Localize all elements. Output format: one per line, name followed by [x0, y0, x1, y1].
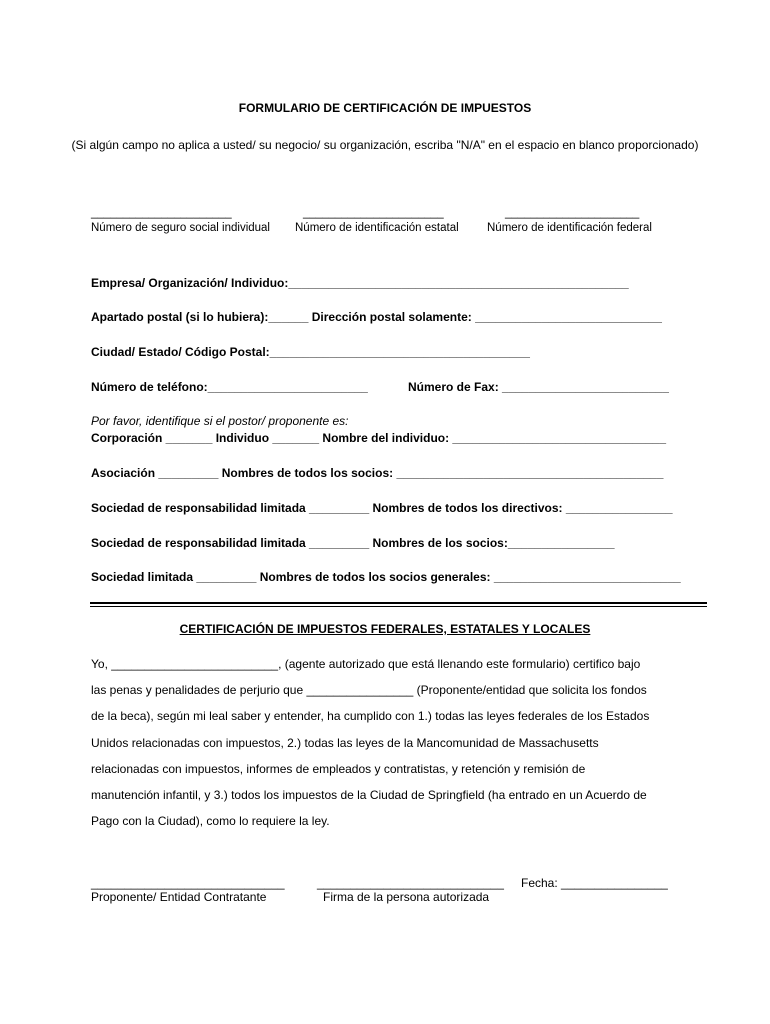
- date-field[interactable]: Fecha: ________________: [521, 876, 668, 890]
- ssn-blank[interactable]: ______________________: [91, 207, 232, 219]
- authorized-signature[interactable]: [317, 876, 504, 904]
- city-state-zip-field[interactable]: Ciudad/ Estado/ Código Postal:_______________________________________: [91, 345, 530, 359]
- po-box-field[interactable]: Apartado postal (si lo hubiera):______ Dirección postal solamente: ____________________________: [91, 310, 662, 324]
- section-divider-thin: [90, 606, 707, 607]
- bidder-signature-label: Proponente/ Entidad Contratante: [91, 890, 267, 904]
- limited-partnership-field[interactable]: Sociedad limitada _________ Nombres de todos los socios generales: ____________________________: [91, 570, 681, 584]
- corporation-field[interactable]: Corporación _______ Individuo _______ Nombre del individuo: ________________________________: [91, 431, 666, 445]
- authorized-signature-label: Firma de la persona autorizada: [323, 890, 490, 904]
- certification-line: manutención infantil, y 3.) todos los impuestos de la Ciudad de Springfield (ha entrado en un Acuerdo de: [91, 787, 647, 802]
- certification-line: relacionadas con impuestos, informes de empleados y contratistas, y retención y remisión de: [91, 761, 586, 776]
- state-id-label: Número de identificación estatal: [295, 222, 459, 234]
- ssn-label: Número de seguro social individual: [91, 222, 270, 234]
- federal-id-field[interactable]: [487, 206, 652, 234]
- federal-id-label: Número de identificación federal: [487, 222, 652, 234]
- certification-line[interactable]: las penas y penalidades de perjurio que ________________ (Proponente/entidad que solicita los fondos: [91, 683, 647, 698]
- form-title: FORMULARIO DE CERTIFICACIÓN DE IMPUESTOS: [238, 101, 532, 115]
- bidder-type-prompt: Por favor, identifique si el postor/ proponente es:: [91, 414, 349, 428]
- certification-line: Unidos relacionadas con impuestos, 2.) todas las leyes de la Mancomunidad de Massachusetts: [91, 735, 599, 750]
- bidder-signature-line[interactable]: _____________________________: [91, 876, 285, 890]
- certification-line: de la beca), según mi leal saber y entender, ha cumplido con 1.) todas las leyes federales de los Estados: [91, 709, 650, 724]
- federal-id-blank[interactable]: _____________________: [505, 207, 640, 219]
- phone-field[interactable]: Número de teléfono:________________________: [91, 380, 368, 394]
- fax-field[interactable]: Número de Fax: _________________________: [408, 380, 669, 394]
- section-title: CERTIFICACIÓN DE IMPUESTOS FEDERALES, ESTATALES Y LOCALES: [179, 622, 591, 636]
- association-field[interactable]: Asociación _________ Nombres de todos los socios: ________________________________________: [91, 466, 664, 480]
- certification-paragraph: [91, 656, 691, 839]
- company-field[interactable]: Empresa/ Organización/ Individuo:___________________________________________________: [91, 276, 629, 290]
- llc-directors-field[interactable]: Sociedad de responsabilidad limitada _________ Nombres de todos los directivos: ________________: [91, 501, 673, 515]
- certification-line[interactable]: Yo, _________________________, (agente autorizado que está llenando este formulario) certifico bajo: [91, 657, 641, 671]
- instructions: (Si algún campo no aplica a usted/ su negocio/ su organización, escriba "N/A" en el espacio en blanco proporcionado): [71, 138, 699, 152]
- ssn-field[interactable]: [91, 206, 270, 234]
- bidder-signature[interactable]: [91, 876, 285, 904]
- state-id-blank[interactable]: ______________________: [303, 207, 444, 219]
- llc-partners-field[interactable]: Sociedad de responsabilidad limitada _________ Nombres de los socios:________________: [91, 536, 615, 550]
- section-divider: [90, 602, 707, 604]
- certification-line: Pago con la Ciudad), como lo requiere la ley.: [91, 814, 330, 829]
- state-id-field[interactable]: [295, 206, 459, 234]
- authorized-signature-line[interactable]: ____________________________: [317, 876, 504, 890]
